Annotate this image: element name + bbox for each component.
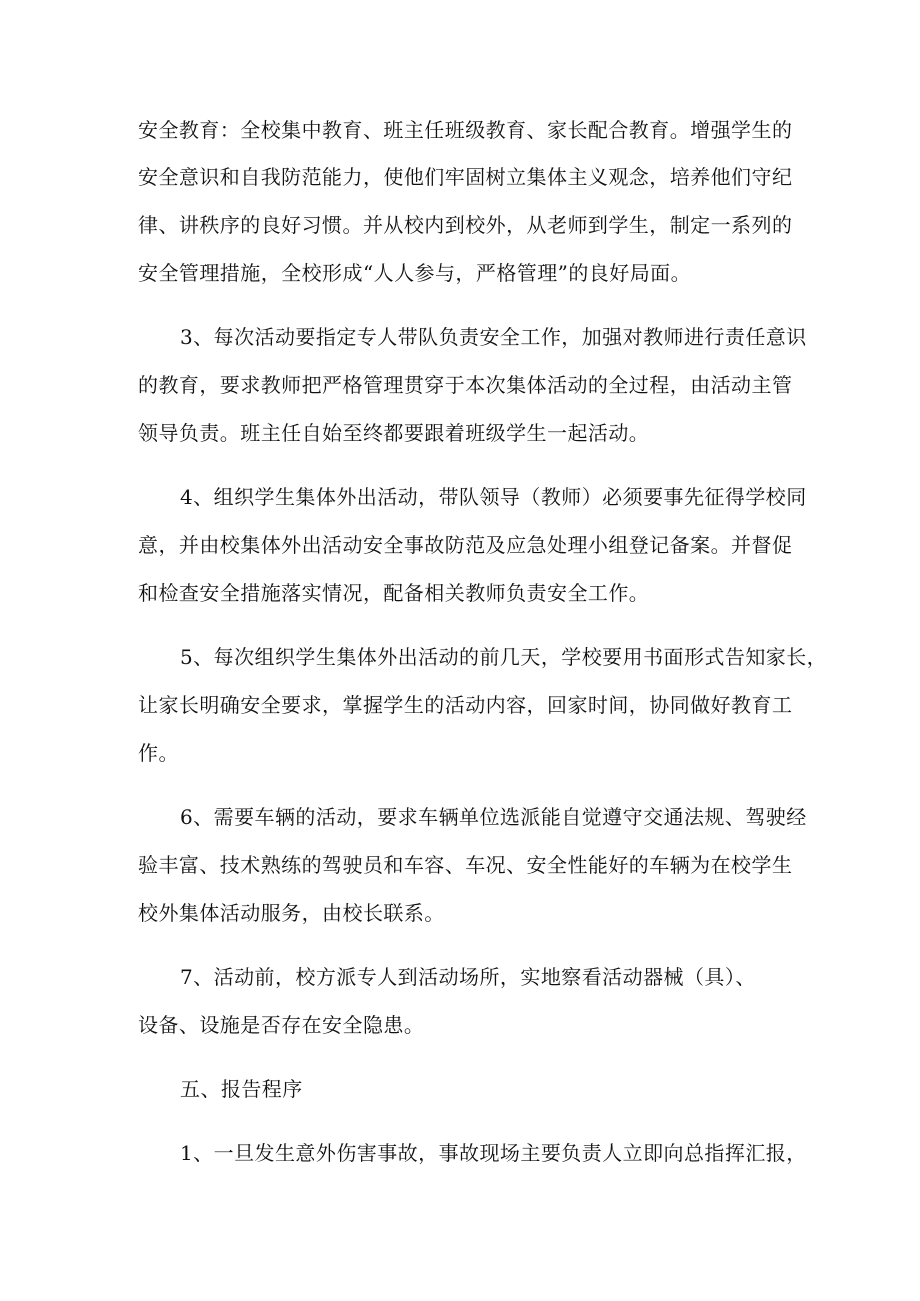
paragraph-first-line: 6、需要车辆的活动，要求车辆单位选派能自觉遵守交通法规、驾驶经 — [180, 805, 807, 829]
paragraph-first-line: 4、组织学生集体外出活动，带队领导（教师）必须要事先征得学校同 — [180, 485, 807, 509]
text-line: 的教育，要求教师把严格管理贯穿于本次集体活动的全过程，由活动主管 — [138, 373, 793, 397]
paragraph-first-line: 3、每次活动要指定专人带队负责安全工作，加强对教师进行责任意识 — [180, 325, 807, 349]
text-line: 律、讲秩序的良好习惯。并从校内到校外，从老师到学生，制定一系列的 — [138, 213, 793, 237]
text-line: 校外集体活动服务，由校长联系。 — [138, 901, 445, 925]
paragraph-first-line: 7、活动前，校方派专人到活动场所，实地察看活动器械（具）、 — [180, 965, 756, 989]
section-heading: 五、报告程序 — [180, 1077, 303, 1101]
text-line: 作。 — [138, 741, 179, 765]
text-line: 领导负责。班主任自始至终都要跟着班级学生一起活动。 — [138, 421, 650, 445]
paragraph-first-line: 5、每次组织学生集体外出活动的前几天，学校要用书面形式告知家长， — [180, 645, 828, 669]
text-line: 设备、设施是否存在安全隐患。 — [138, 1013, 425, 1037]
text-line: 安全教育：全校集中教育、班主任班级教育、家长配合教育。增强学生的 — [138, 118, 793, 142]
text-line: 安全意识和自我防范能力，使他们牢固树立集体主义观念，培养他们守纪 — [138, 165, 793, 189]
text-line: 让家长明确安全要求，掌握学生的活动内容，回家时间，协同做好教育工 — [138, 693, 793, 717]
text-line: 意，并由校集体外出活动安全事故防范及应急处理小组登记备案。并督促 — [138, 533, 793, 557]
paragraph-first-line: 1、一旦发生意外伤害事故，事故现场主要负责人立即向总指挥汇报， — [180, 1141, 807, 1165]
text-line: 安全管理措施，全校形成“人人参与，严格管理”的良好局面。 — [138, 261, 692, 285]
text-line: 验丰富、技术熟练的驾驶员和车容、车况、安全性能好的车辆为在校学生 — [138, 853, 793, 877]
text-line: 和检查安全措施落实情况，配备相关教师负责安全工作。 — [138, 581, 650, 605]
